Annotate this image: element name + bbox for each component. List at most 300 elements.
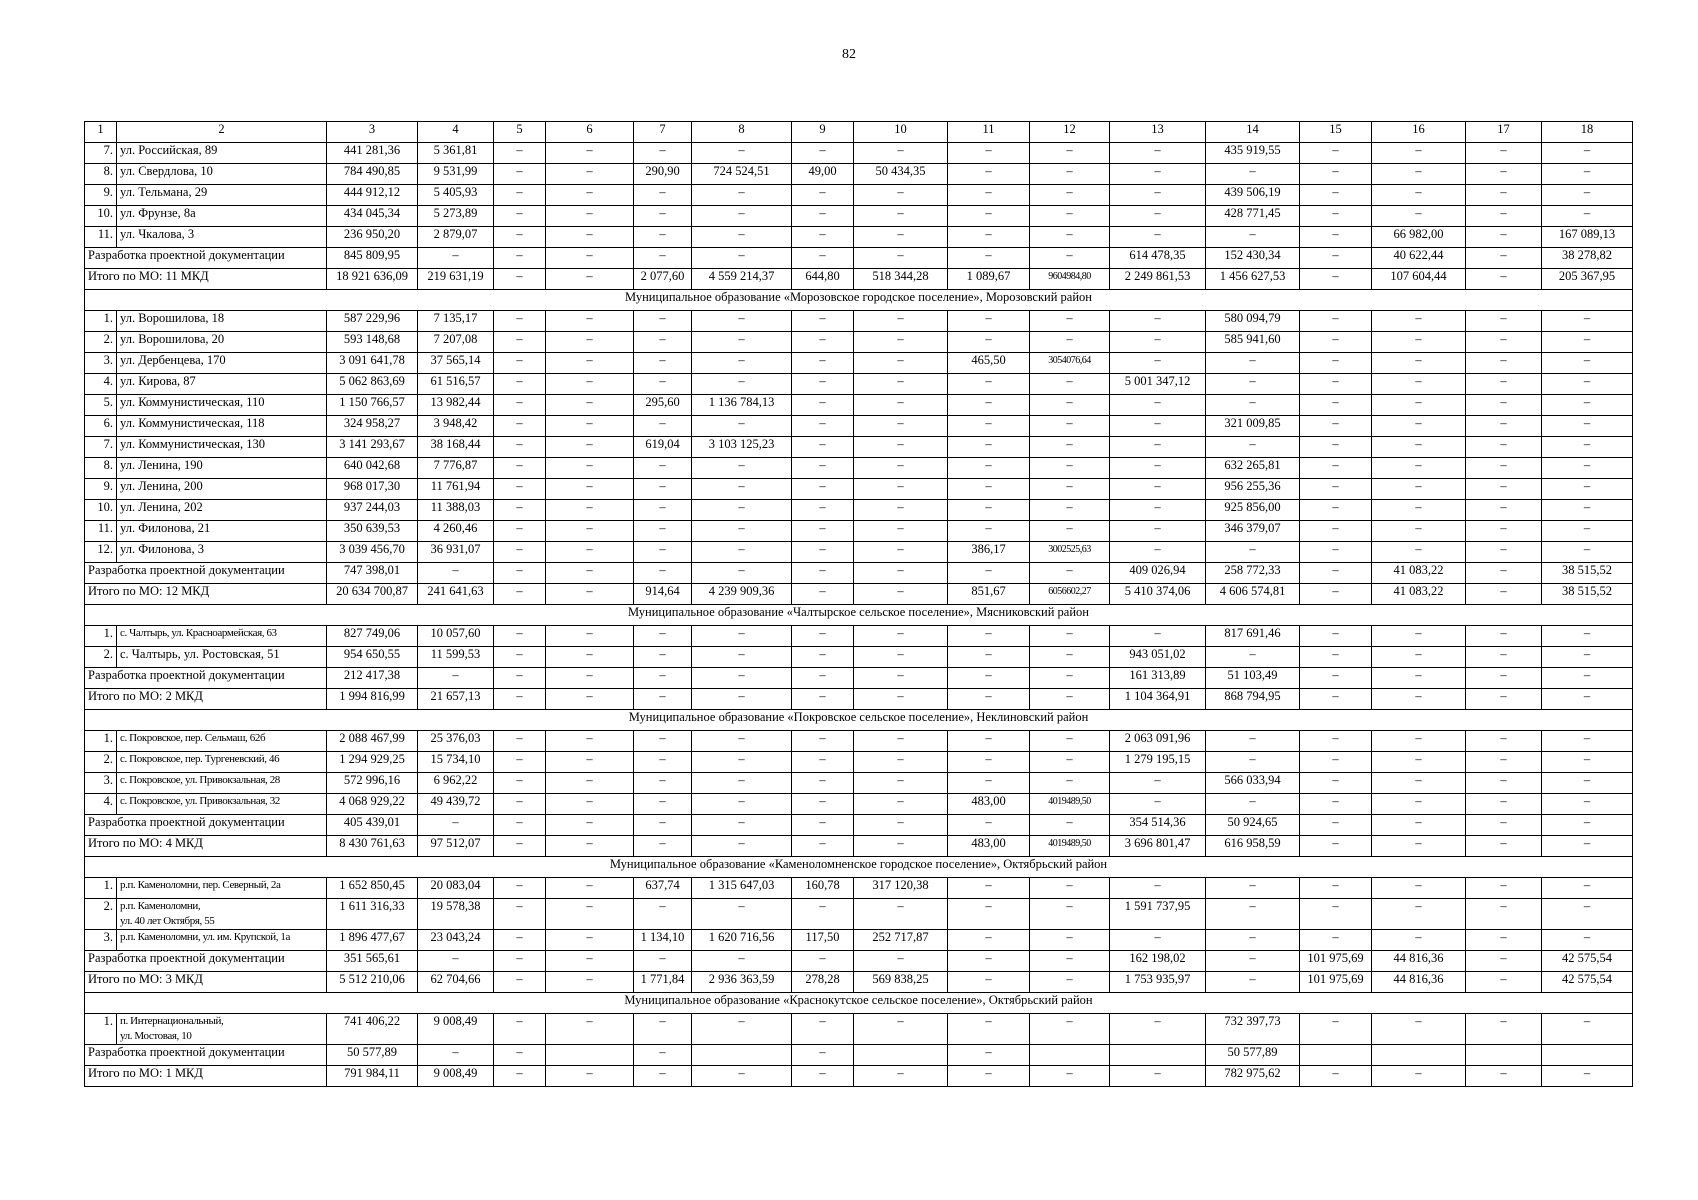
value-cell: – <box>1466 752 1542 773</box>
value-cell: – <box>1372 794 1466 815</box>
value-cell: – <box>1372 479 1466 500</box>
value-cell: – <box>692 1014 792 1045</box>
value-cell: – <box>1300 185 1372 206</box>
row-label: Итого по МО: 4 МКД <box>85 836 327 857</box>
section-row <box>85 605 1633 626</box>
table-row <box>85 143 1633 164</box>
value-cell: – <box>692 521 792 542</box>
value-cell: – <box>1030 458 1110 479</box>
value-cell: 441 281,36 <box>327 143 418 164</box>
value-cell: – <box>692 185 792 206</box>
value-cell: – <box>1466 972 1542 993</box>
value-cell: – <box>1300 332 1372 353</box>
value-cell: – <box>494 521 546 542</box>
value-cell: – <box>1030 437 1110 458</box>
value-cell: 3054076,64 <box>1030 353 1110 374</box>
column-header: 11 <box>948 122 1030 143</box>
column-header: 13 <box>1110 122 1206 143</box>
value-cell: – <box>948 668 1030 689</box>
value-cell: 644,80 <box>792 269 854 290</box>
value-cell: – <box>634 542 692 563</box>
value-cell: – <box>792 731 854 752</box>
value-cell: – <box>494 542 546 563</box>
value-cell: 5 361,81 <box>418 143 494 164</box>
value-cell: – <box>692 311 792 332</box>
value-cell: – <box>1542 311 1633 332</box>
value-cell: – <box>948 689 1030 710</box>
value-cell: – <box>792 951 854 972</box>
value-cell: – <box>948 185 1030 206</box>
value-cell: – <box>634 731 692 752</box>
value-cell: – <box>546 206 634 227</box>
value-cell: – <box>634 248 692 269</box>
table-row <box>85 353 1633 374</box>
address-cell <box>117 731 327 752</box>
value-cell: – <box>792 416 854 437</box>
value-cell: – <box>692 563 792 584</box>
value-cell: 167 089,13 <box>1542 227 1633 248</box>
value-cell: – <box>1542 1014 1633 1045</box>
value-cell: 66 982,00 <box>1372 227 1466 248</box>
value-cell: – <box>1030 899 1110 930</box>
value-cell: – <box>546 458 634 479</box>
value-cell <box>854 1045 948 1066</box>
value-cell: – <box>1372 416 1466 437</box>
value-cell: – <box>1110 521 1206 542</box>
value-cell: – <box>1372 930 1466 951</box>
value-cell: – <box>494 563 546 584</box>
value-cell: – <box>948 563 1030 584</box>
value-cell: – <box>1466 731 1542 752</box>
value-cell: – <box>634 689 692 710</box>
summary-row <box>85 815 1633 836</box>
value-cell: – <box>948 437 1030 458</box>
row-number: 3. <box>85 353 117 374</box>
value-cell: – <box>494 1045 546 1066</box>
address-cell <box>117 930 327 951</box>
value-cell: – <box>1030 185 1110 206</box>
value-cell: 20 083,04 <box>418 878 494 899</box>
address-cell <box>117 143 327 164</box>
value-cell: – <box>546 584 634 605</box>
value-cell: – <box>1110 206 1206 227</box>
value-cell: 1 652 850,45 <box>327 878 418 899</box>
table-row <box>85 185 1633 206</box>
value-cell: – <box>634 563 692 584</box>
value-cell: 428 771,45 <box>1206 206 1300 227</box>
value-cell: – <box>494 815 546 836</box>
value-cell: – <box>1466 1066 1542 1087</box>
page-number: 82 <box>842 47 856 62</box>
row-number: 11. <box>85 227 117 248</box>
value-cell: – <box>494 951 546 972</box>
value-cell: 50 577,89 <box>1206 1045 1300 1066</box>
value-cell: 351 565,61 <box>327 951 418 972</box>
value-cell: – <box>692 731 792 752</box>
value-cell: – <box>948 951 1030 972</box>
value-cell: – <box>546 416 634 437</box>
value-cell: – <box>1372 185 1466 206</box>
value-cell: – <box>546 794 634 815</box>
value-cell: 11 388,03 <box>418 500 494 521</box>
value-cell: – <box>854 311 948 332</box>
value-cell: 162 198,02 <box>1110 951 1206 972</box>
value-cell: – <box>948 1014 1030 1045</box>
value-cell: – <box>1372 437 1466 458</box>
value-cell: 241 641,63 <box>418 584 494 605</box>
value-cell: 817 691,46 <box>1206 626 1300 647</box>
section-row <box>85 857 1633 878</box>
value-cell: – <box>546 668 634 689</box>
value-cell: – <box>1206 878 1300 899</box>
value-cell: – <box>792 353 854 374</box>
value-cell: – <box>634 332 692 353</box>
value-cell: – <box>854 332 948 353</box>
value-cell: – <box>792 773 854 794</box>
value-cell: – <box>494 899 546 930</box>
value-cell: – <box>948 143 1030 164</box>
value-cell: – <box>1542 332 1633 353</box>
value-cell: 968 017,30 <box>327 479 418 500</box>
value-cell: – <box>546 332 634 353</box>
value-cell: – <box>494 248 546 269</box>
value-cell: 747 398,01 <box>327 563 418 584</box>
value-cell: – <box>1030 311 1110 332</box>
value-cell: 4019489,50 <box>1030 794 1110 815</box>
value-cell: – <box>494 332 546 353</box>
value-cell: 25 376,03 <box>418 731 494 752</box>
value-cell: 1 134,10 <box>634 930 692 951</box>
value-cell: – <box>634 815 692 836</box>
value-cell: – <box>1466 899 1542 930</box>
value-cell: – <box>1542 437 1633 458</box>
value-cell: 101 975,69 <box>1300 951 1372 972</box>
value-cell: – <box>854 206 948 227</box>
column-header: 18 <box>1542 122 1633 143</box>
value-cell: – <box>634 647 692 668</box>
value-cell: – <box>1300 416 1372 437</box>
value-cell: – <box>494 479 546 500</box>
value-cell: – <box>1372 542 1466 563</box>
table-row <box>85 647 1633 668</box>
value-cell: – <box>494 416 546 437</box>
value-cell: – <box>948 752 1030 773</box>
value-cell: – <box>948 311 1030 332</box>
value-cell: – <box>1300 206 1372 227</box>
value-cell: – <box>1372 311 1466 332</box>
address-line: с. Покровское, ул. Привокзальная, 28 <box>120 774 280 786</box>
value-cell: 11 599,53 <box>418 647 494 668</box>
value-cell: – <box>1542 395 1633 416</box>
value-cell: – <box>634 227 692 248</box>
value-cell: – <box>948 500 1030 521</box>
summary-row <box>85 563 1633 584</box>
address-line: с. Чалтырь, ул. Красноармейская, 63 <box>120 627 277 639</box>
address-line: ул. Кирова, 87 <box>120 374 196 388</box>
value-cell: – <box>948 899 1030 930</box>
value-cell: – <box>1110 353 1206 374</box>
column-header: 5 <box>494 122 546 143</box>
address-cell <box>117 773 327 794</box>
value-cell: – <box>948 1066 1030 1087</box>
value-cell: – <box>1542 416 1633 437</box>
value-cell: 44 816,36 <box>1372 972 1466 993</box>
value-cell: 409 026,94 <box>1110 563 1206 584</box>
value-cell: – <box>1030 815 1110 836</box>
value-cell: – <box>792 311 854 332</box>
value-cell: 51 103,49 <box>1206 668 1300 689</box>
value-cell: 386,17 <box>948 542 1030 563</box>
value-cell: – <box>792 479 854 500</box>
value-cell: – <box>792 794 854 815</box>
value-cell: 569 838,25 <box>854 972 948 993</box>
address-cell <box>117 395 327 416</box>
value-cell: – <box>1542 353 1633 374</box>
value-cell: – <box>1030 972 1110 993</box>
value-cell: – <box>1466 248 1542 269</box>
value-cell <box>1030 1045 1110 1066</box>
value-cell: – <box>854 542 948 563</box>
value-cell: – <box>1466 521 1542 542</box>
value-cell: – <box>546 930 634 951</box>
value-cell: – <box>494 668 546 689</box>
value-cell: 587 229,96 <box>327 311 418 332</box>
value-cell: – <box>1372 689 1466 710</box>
value-cell: – <box>792 626 854 647</box>
value-cell: – <box>854 899 948 930</box>
value-cell: – <box>692 899 792 930</box>
address-cell <box>117 374 327 395</box>
value-cell: 9 531,99 <box>418 164 494 185</box>
value-cell: 295,60 <box>634 395 692 416</box>
value-cell: – <box>1466 542 1542 563</box>
address-line: ул. Чкалова, 3 <box>120 227 195 241</box>
value-cell: 346 379,07 <box>1206 521 1300 542</box>
value-cell: 38 515,52 <box>1542 563 1633 584</box>
value-cell: 1 896 477,67 <box>327 930 418 951</box>
address-line: с. Покровское, ул. Привокзальная, 32 <box>120 795 280 807</box>
value-cell: – <box>692 815 792 836</box>
value-cell: – <box>792 143 854 164</box>
value-cell: 205 367,95 <box>1542 269 1633 290</box>
value-cell: – <box>692 752 792 773</box>
value-cell: 11 761,94 <box>418 479 494 500</box>
value-cell: 5 405,93 <box>418 185 494 206</box>
value-cell: – <box>546 353 634 374</box>
value-cell: – <box>494 752 546 773</box>
value-cell: – <box>1542 1066 1633 1087</box>
address-line: ул. Филонова, 3 <box>120 542 204 556</box>
value-cell: – <box>1466 500 1542 521</box>
value-cell: – <box>948 1045 1030 1066</box>
value-cell: – <box>1030 626 1110 647</box>
address-cell <box>117 647 327 668</box>
value-cell: 1 753 935,97 <box>1110 972 1206 993</box>
value-cell: – <box>1030 500 1110 521</box>
value-cell: – <box>494 143 546 164</box>
value-cell: 9 008,49 <box>418 1014 494 1045</box>
value-cell: – <box>948 930 1030 951</box>
address-cell <box>117 164 327 185</box>
value-cell: 483,00 <box>948 794 1030 815</box>
address-line: с. Покровское, пер. Тургеневский, 46 <box>120 753 280 765</box>
value-cell: 321 009,85 <box>1206 416 1300 437</box>
value-cell: 324 958,27 <box>327 416 418 437</box>
value-cell: – <box>948 395 1030 416</box>
table-row <box>85 374 1633 395</box>
value-cell: – <box>692 143 792 164</box>
value-cell: 62 704,66 <box>418 972 494 993</box>
value-cell: – <box>1206 395 1300 416</box>
value-cell: – <box>1110 395 1206 416</box>
value-cell: – <box>1300 584 1372 605</box>
value-cell: 7 776,87 <box>418 458 494 479</box>
value-cell: – <box>792 206 854 227</box>
value-cell: – <box>1206 542 1300 563</box>
value-cell: 50 924,65 <box>1206 815 1300 836</box>
value-cell: 4019489,50 <box>1030 836 1110 857</box>
value-cell: – <box>494 972 546 993</box>
summary-row <box>85 689 1633 710</box>
row-label: Разработка проектной документации <box>85 1045 327 1066</box>
address-line: ул. Мостовая, 10 <box>120 1030 192 1042</box>
value-cell: 2 936 363,59 <box>692 972 792 993</box>
value-cell: – <box>1300 689 1372 710</box>
value-cell: 152 430,34 <box>1206 248 1300 269</box>
value-cell: – <box>1372 731 1466 752</box>
value-cell: – <box>1466 930 1542 951</box>
value-cell: – <box>1300 479 1372 500</box>
value-cell: 8 430 761,63 <box>327 836 418 857</box>
value-cell: 5 273,89 <box>418 206 494 227</box>
value-cell: – <box>1030 878 1110 899</box>
value-cell: – <box>854 626 948 647</box>
value-cell: – <box>1372 458 1466 479</box>
value-cell: – <box>792 521 854 542</box>
value-cell: – <box>792 752 854 773</box>
value-cell: – <box>1030 479 1110 500</box>
value-cell: 614 478,35 <box>1110 248 1206 269</box>
value-cell: 2 879,07 <box>418 227 494 248</box>
value-cell: 585 941,60 <box>1206 332 1300 353</box>
header-row <box>85 122 1633 143</box>
address-line: п. Интернациональный, <box>120 1015 224 1027</box>
value-cell: 1 136 784,13 <box>692 395 792 416</box>
value-cell: – <box>1110 227 1206 248</box>
value-cell: – <box>634 1014 692 1045</box>
value-cell: – <box>1030 689 1110 710</box>
address-cell <box>117 1014 327 1045</box>
value-cell: – <box>692 689 792 710</box>
address-cell <box>117 332 327 353</box>
value-cell: 23 043,24 <box>418 930 494 951</box>
row-number: 3. <box>85 930 117 951</box>
value-cell: 4 068 929,22 <box>327 794 418 815</box>
value-cell: – <box>494 878 546 899</box>
column-header: 9 <box>792 122 854 143</box>
value-cell: – <box>1542 689 1633 710</box>
value-cell: – <box>854 815 948 836</box>
value-cell: 236 950,20 <box>327 227 418 248</box>
value-cell: – <box>634 311 692 332</box>
value-cell: – <box>948 332 1030 353</box>
value-cell: – <box>1030 1066 1110 1087</box>
value-cell: – <box>546 395 634 416</box>
value-cell: 1 279 195,15 <box>1110 752 1206 773</box>
value-cell: 3 141 293,67 <box>327 437 418 458</box>
row-label: Разработка проектной документации <box>85 951 327 972</box>
value-cell: 212 417,38 <box>327 668 418 689</box>
address-cell <box>117 752 327 773</box>
table-row <box>85 542 1633 563</box>
value-cell: – <box>1542 647 1633 668</box>
value-cell: – <box>494 395 546 416</box>
value-cell: – <box>546 1066 634 1087</box>
value-cell: – <box>792 437 854 458</box>
value-cell: 435 919,55 <box>1206 143 1300 164</box>
value-cell: – <box>792 227 854 248</box>
row-label: Разработка проектной документации <box>85 668 327 689</box>
row-number: 2. <box>85 899 117 930</box>
value-cell: – <box>692 374 792 395</box>
value-cell: – <box>854 773 948 794</box>
address-cell <box>117 626 327 647</box>
value-cell: – <box>854 752 948 773</box>
row-number: 7. <box>85 437 117 458</box>
table-row <box>85 437 1633 458</box>
value-cell: – <box>546 773 634 794</box>
value-cell: – <box>546 143 634 164</box>
value-cell <box>1466 1045 1542 1066</box>
value-cell: – <box>1110 143 1206 164</box>
value-cell: 4 260,46 <box>418 521 494 542</box>
row-number: 9. <box>85 185 117 206</box>
value-cell: 4 559 214,37 <box>692 269 792 290</box>
value-cell: – <box>948 773 1030 794</box>
value-cell: 117,50 <box>792 930 854 951</box>
column-header: 3 <box>327 122 418 143</box>
value-cell: – <box>1030 951 1110 972</box>
summary-row <box>85 1066 1633 1087</box>
value-cell: – <box>1466 815 1542 836</box>
value-cell: – <box>792 689 854 710</box>
value-cell: – <box>1372 899 1466 930</box>
row-number: 2. <box>85 647 117 668</box>
address-line: ул. Ленина, 202 <box>120 500 203 514</box>
value-cell: – <box>1206 972 1300 993</box>
value-cell: 3 039 456,70 <box>327 542 418 563</box>
value-cell: 1 315 647,03 <box>692 878 792 899</box>
value-cell: – <box>1542 878 1633 899</box>
value-cell: 1 294 929,25 <box>327 752 418 773</box>
value-cell: – <box>1466 1014 1542 1045</box>
address-cell <box>117 500 327 521</box>
value-cell: 38 168,44 <box>418 437 494 458</box>
value-cell: 845 809,95 <box>327 248 418 269</box>
value-cell: – <box>948 164 1030 185</box>
value-cell: 3 091 641,78 <box>327 353 418 374</box>
value-cell: – <box>1300 647 1372 668</box>
value-cell: 784 490,85 <box>327 164 418 185</box>
value-cell: – <box>1030 164 1110 185</box>
value-cell: – <box>1300 815 1372 836</box>
value-cell: – <box>1206 437 1300 458</box>
row-number: 2. <box>85 332 117 353</box>
value-cell <box>1372 1045 1466 1066</box>
value-cell: – <box>494 458 546 479</box>
value-cell: – <box>792 458 854 479</box>
value-cell: – <box>1300 731 1372 752</box>
